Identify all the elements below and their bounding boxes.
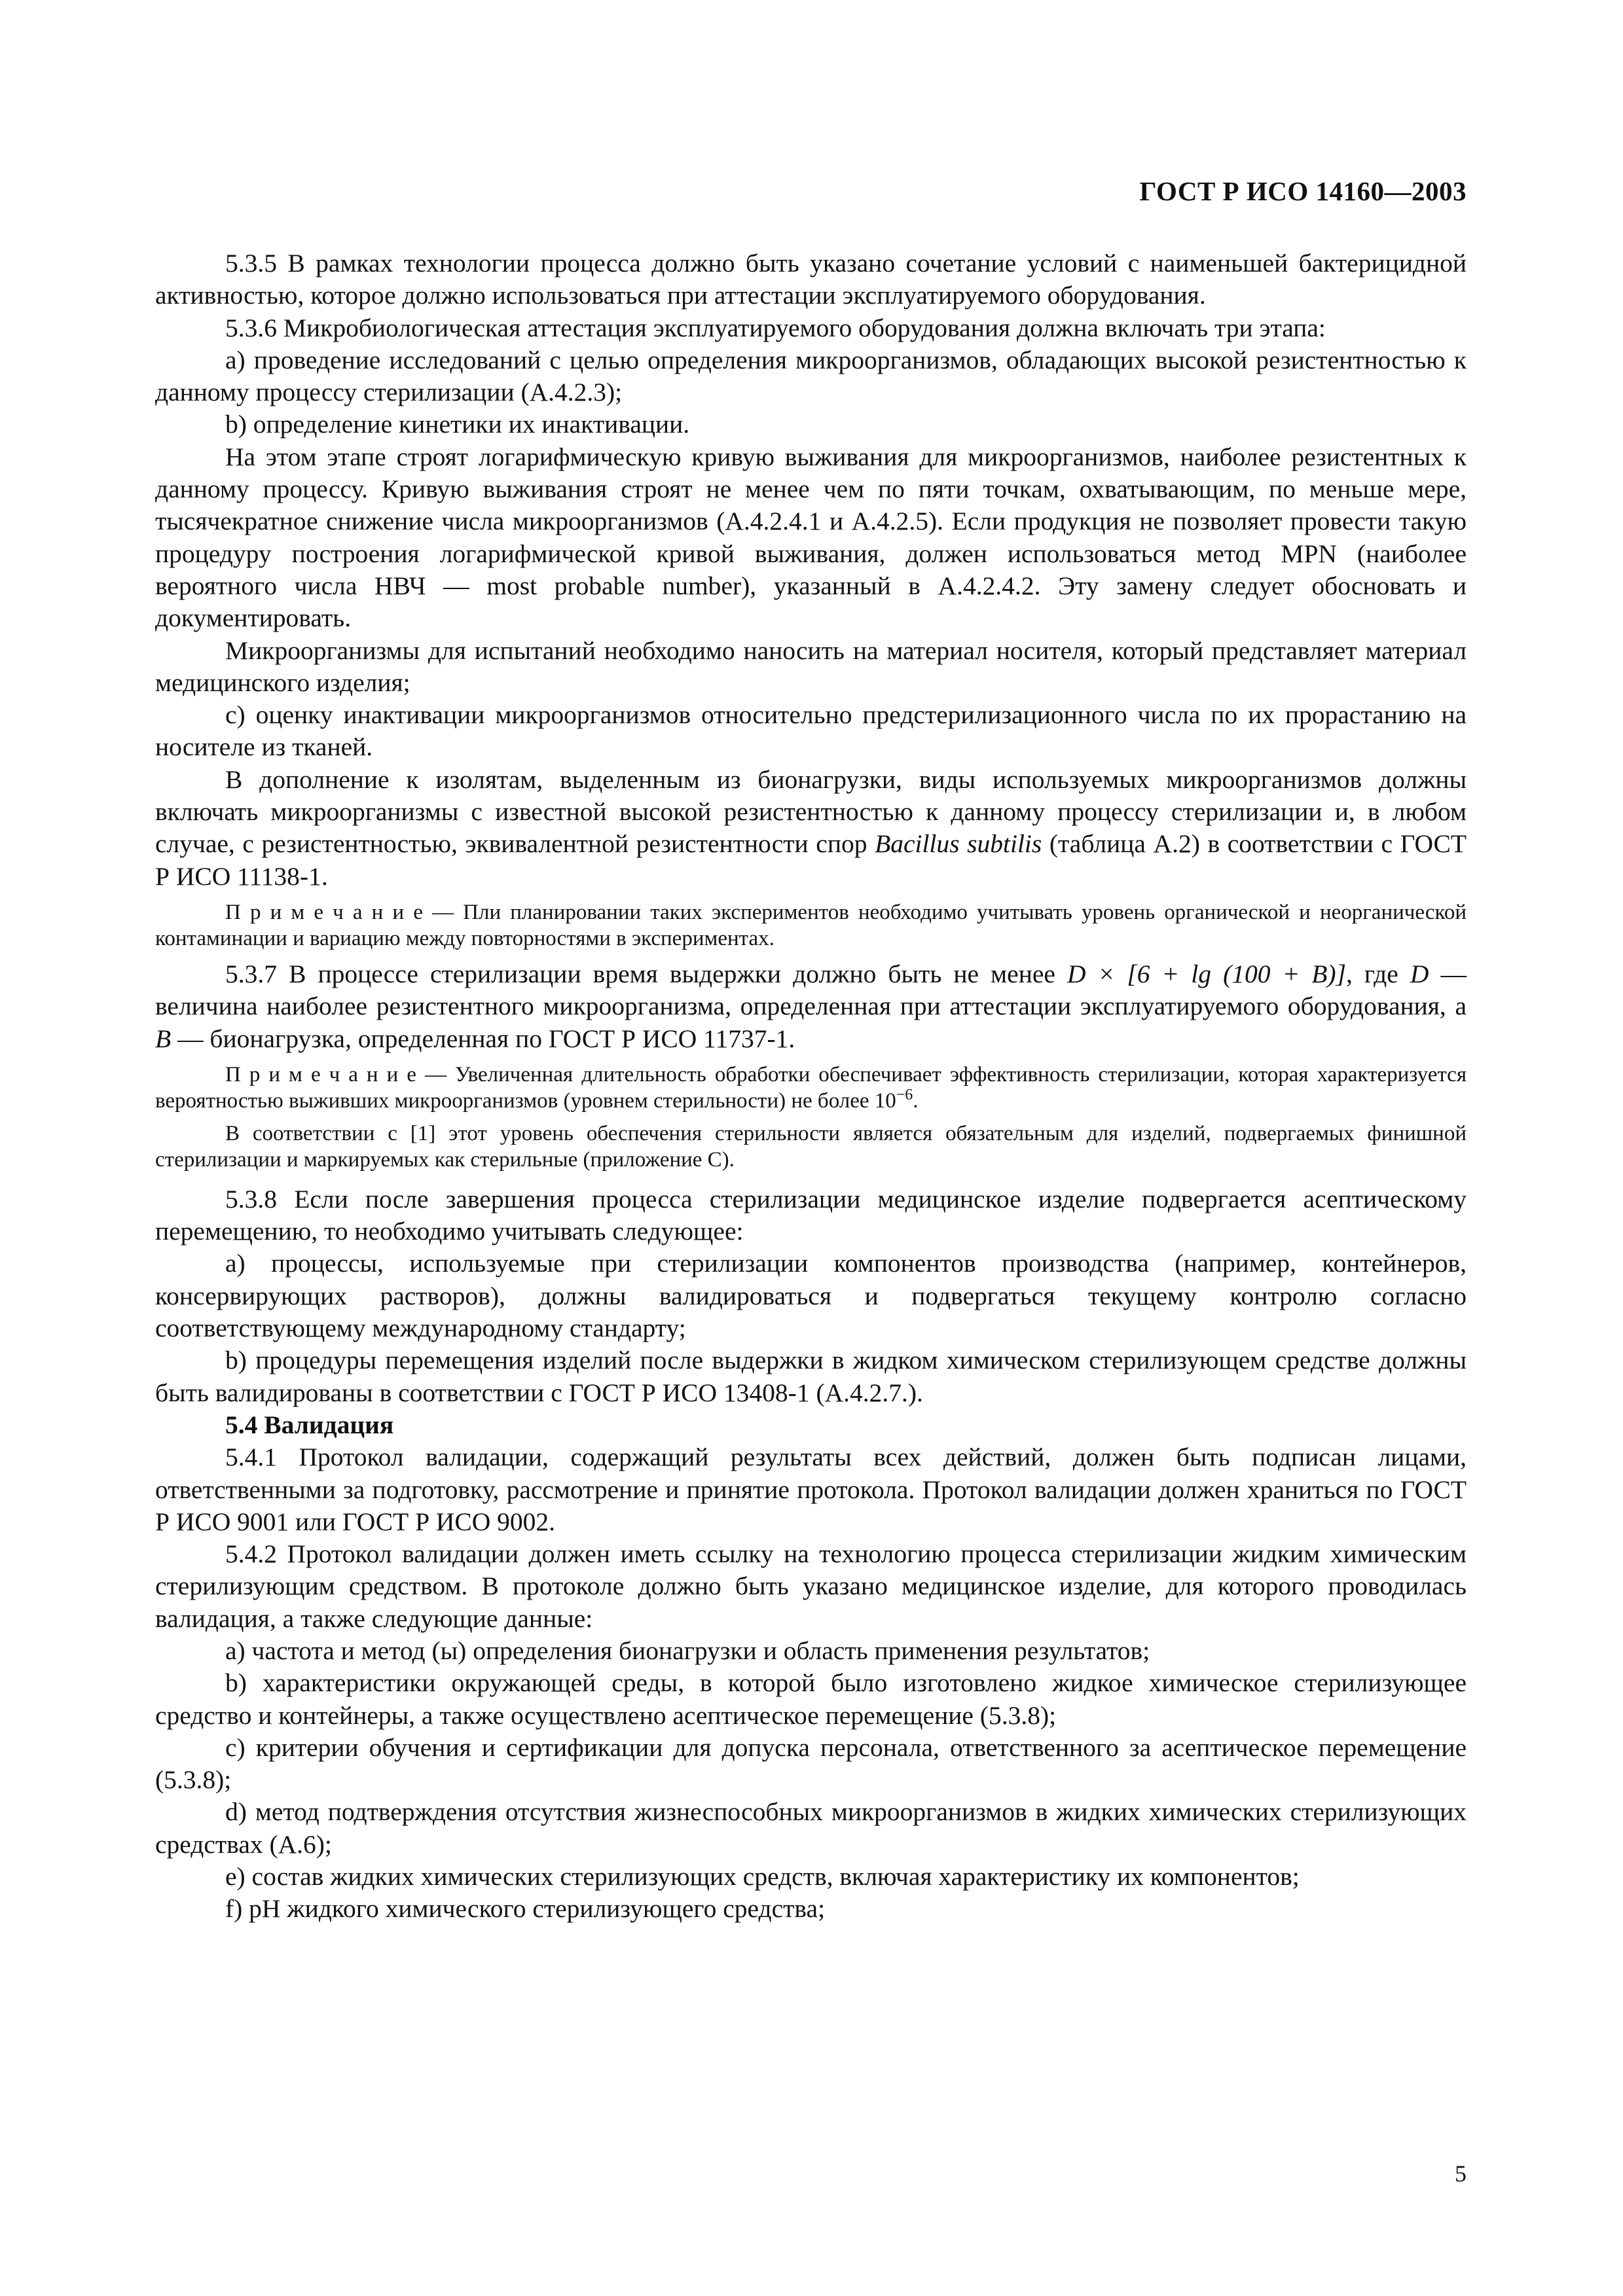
clause-5-4-2-c: с) критерии обучения и сертификации для допуска персонала, ответственного за асептическое перемещение (5.3.8); xyxy=(155,1732,1467,1795)
note-1 xyxy=(155,899,1467,952)
species-name: Bacillus subtilis xyxy=(875,829,1042,859)
document-page xyxy=(155,0,1467,2296)
clause-5-3-6-c: с) оценку инактивации микроорганизмов относительно предстерилизационного числа по их прорастанию на носителе из тканей. xyxy=(155,700,1467,762)
clause-5-4-1: 5.4.1 Протокол валидации, содержащий результаты всех действий, должен быть подписан лицами, ответственными за подготовку, рассмотрение и принятие протокола. Протокол валидации должен храниться по ГОСТ Р ИСО 9001 или ГОСТ Р ИСО 9002. xyxy=(155,1443,1467,1536)
clause-5-3-6-c-text xyxy=(155,764,1467,893)
clause-5-3-5: 5.3.5 В рамках технологии процесса должно быть указано сочетание условий с наименьшей бактерицидной активностью, которое должно использоваться при аттестации эксплуатируемого оборудования. xyxy=(155,249,1467,310)
clause-5-3-6-b: b) определение кинетики их инактивации. xyxy=(225,410,690,439)
exponent: −6 xyxy=(896,1086,913,1103)
clause-5-3-6: 5.3.6 Микробиологическая аттестация эксплуатируемого оборудования должна включать три этапа: xyxy=(225,313,1326,342)
text-run: — величина наиболее резистентного микроорганизма, определенная при аттестации эксплуатируемого оборудования, а xyxy=(155,959,1467,1021)
page-number: 5 xyxy=(1455,2161,1467,2187)
clause-5-4-2-e: е) состав жидких химических стерилизующих средств, включая характеристику их компонентов; xyxy=(225,1862,1300,1892)
clause-5-3-6-a: а) проведение исследований с целью определения микроорганизмов, обладающих высокой резистентностью к данному процессу стерилизации (А.4.2.3); xyxy=(155,345,1467,407)
note-2 xyxy=(155,1062,1467,1114)
note-2-continuation: В соответствии с [1] этот уровень обеспечения стерильности является обязательным для изделий, подвергаемых финишной стерилизации и маркируемых как стерильные (приложение С). xyxy=(155,1121,1467,1172)
text-run: , где xyxy=(1345,959,1410,988)
note-text: Пли планировании таких экспериментов необходимо учитывать уровень органической и неорганической контаминации и вариацию между повторностями в экспериментах. xyxy=(155,900,1467,950)
text-run: В дополнение к изолятам, выделенным из бионагрузки, виды используемых микроорганизмов должны включать микроорганизмы с известной высокой резистентностью к данному процессу стерилизации и, в любом случае, с резистентностью, эквивалентной резистентности спор xyxy=(155,764,1467,859)
standard-title: ГОСТ Р ИСО 14160—2003 xyxy=(1139,176,1467,206)
clause-5-4-2-d: d) метод подтверждения отсутствия жизнеспособных микроорганизмов в жидких химических стерилизующих средствах (А.6); xyxy=(155,1797,1467,1859)
variable-b: B xyxy=(155,1024,172,1053)
section-5-4-title: 5.4 Валидация xyxy=(225,1410,394,1439)
formula: D × [6 + lg (100 + B)] xyxy=(1067,959,1346,988)
clause-5-3-6-b-text: На этом этапе строят логарифмическую кривую выживания для микроорганизмов, наиболее резистентных к данному процессу. Кривую выживания строят не менее чем по пяти точкам, охватывающим, по меньше мере, тысячекратное снижение числа микроорганизмов (А.4.2.4.1 и А.4.2.5). Если продукция не позволяет провести такую процедуру построения логарифмической кривой выживания, должен использоваться метод MPN (наиболее вероятного числа НВЧ — most probable number), указанный в А.4.2.4.2. Эту замену следует обосновать и документировать. xyxy=(155,442,1467,633)
clause-5-3-6-b-text2: Микроорганизмы для испытаний необходимо наносить на материал носителя, который представляет материал медицинского изделия; xyxy=(155,636,1467,697)
text-run: — бионагрузка, определенная по ГОСТ Р ИСО 11737-1. xyxy=(171,1024,795,1053)
text-run: 5.3.7 В процессе стерилизации время выдержки должно быть не менее xyxy=(225,959,1067,988)
clause-5-3-8-b: b) процедуры перемещения изделий после выдержки в жидком химическом стерилизующем средстве должны быть валидированы в соответствии с ГОСТ Р ИСО 13408-1 (А.4.2.7.). xyxy=(155,1346,1467,1407)
clause-5-3-7 xyxy=(155,958,1467,1055)
document-body xyxy=(155,247,1467,1926)
clause-5-4-2-b: b) характеристики окружающей среды, в которой было изготовлено жидкое химическое стерилизующее средство и контейнеры, а также осуществлено асептическое перемещение (5.3.8); xyxy=(155,1668,1467,1730)
text-run: (таблица А.2) в соответствии с ГОСТ Р ИСО 11138-1. xyxy=(155,829,1467,891)
variable-d: D xyxy=(1410,959,1429,988)
clause-5-4-2-f: f) рН жидкого химического стерилизующего средства; xyxy=(225,1894,826,1924)
clause-5-3-8: 5.3.8 Если после завершения процесса стерилизации медицинское изделие подвергается асептическому перемещению, то необходимо учитывать следующее: xyxy=(155,1184,1467,1246)
clause-5-4-2: 5.4.2 Протокол валидации должен иметь ссылку на технологию процесса стерилизации жидким химическим стерилизующим средством. В протоколе должно быть указано медицинское изделие, для которого проводилась валидация, а также следующие данные: xyxy=(155,1539,1467,1633)
clause-5-4-2-a: а) частота и метод (ы) определения бионагрузки и область применения результатов; xyxy=(225,1636,1150,1665)
note-end: . xyxy=(913,1088,919,1113)
note-label: П р и м е ч а н и е — xyxy=(225,900,454,924)
note-label: П р и м е ч а н и е — xyxy=(225,1062,447,1086)
clause-5-3-8-a: а) процессы, используемые при стерилизации компонентов производства (например, контейнеров, консервирующих растворов), должны валидироваться и подвергаться текущему контролю согласно соответствующему международному стандарту; xyxy=(155,1249,1467,1343)
note-text: Увеличенная длительность обработки обеспечивает эффективность стерилизации, которая характеризуется вероятностью выживших микроорганизмов (уровнем стерильности) не более 10 xyxy=(155,1062,1467,1113)
